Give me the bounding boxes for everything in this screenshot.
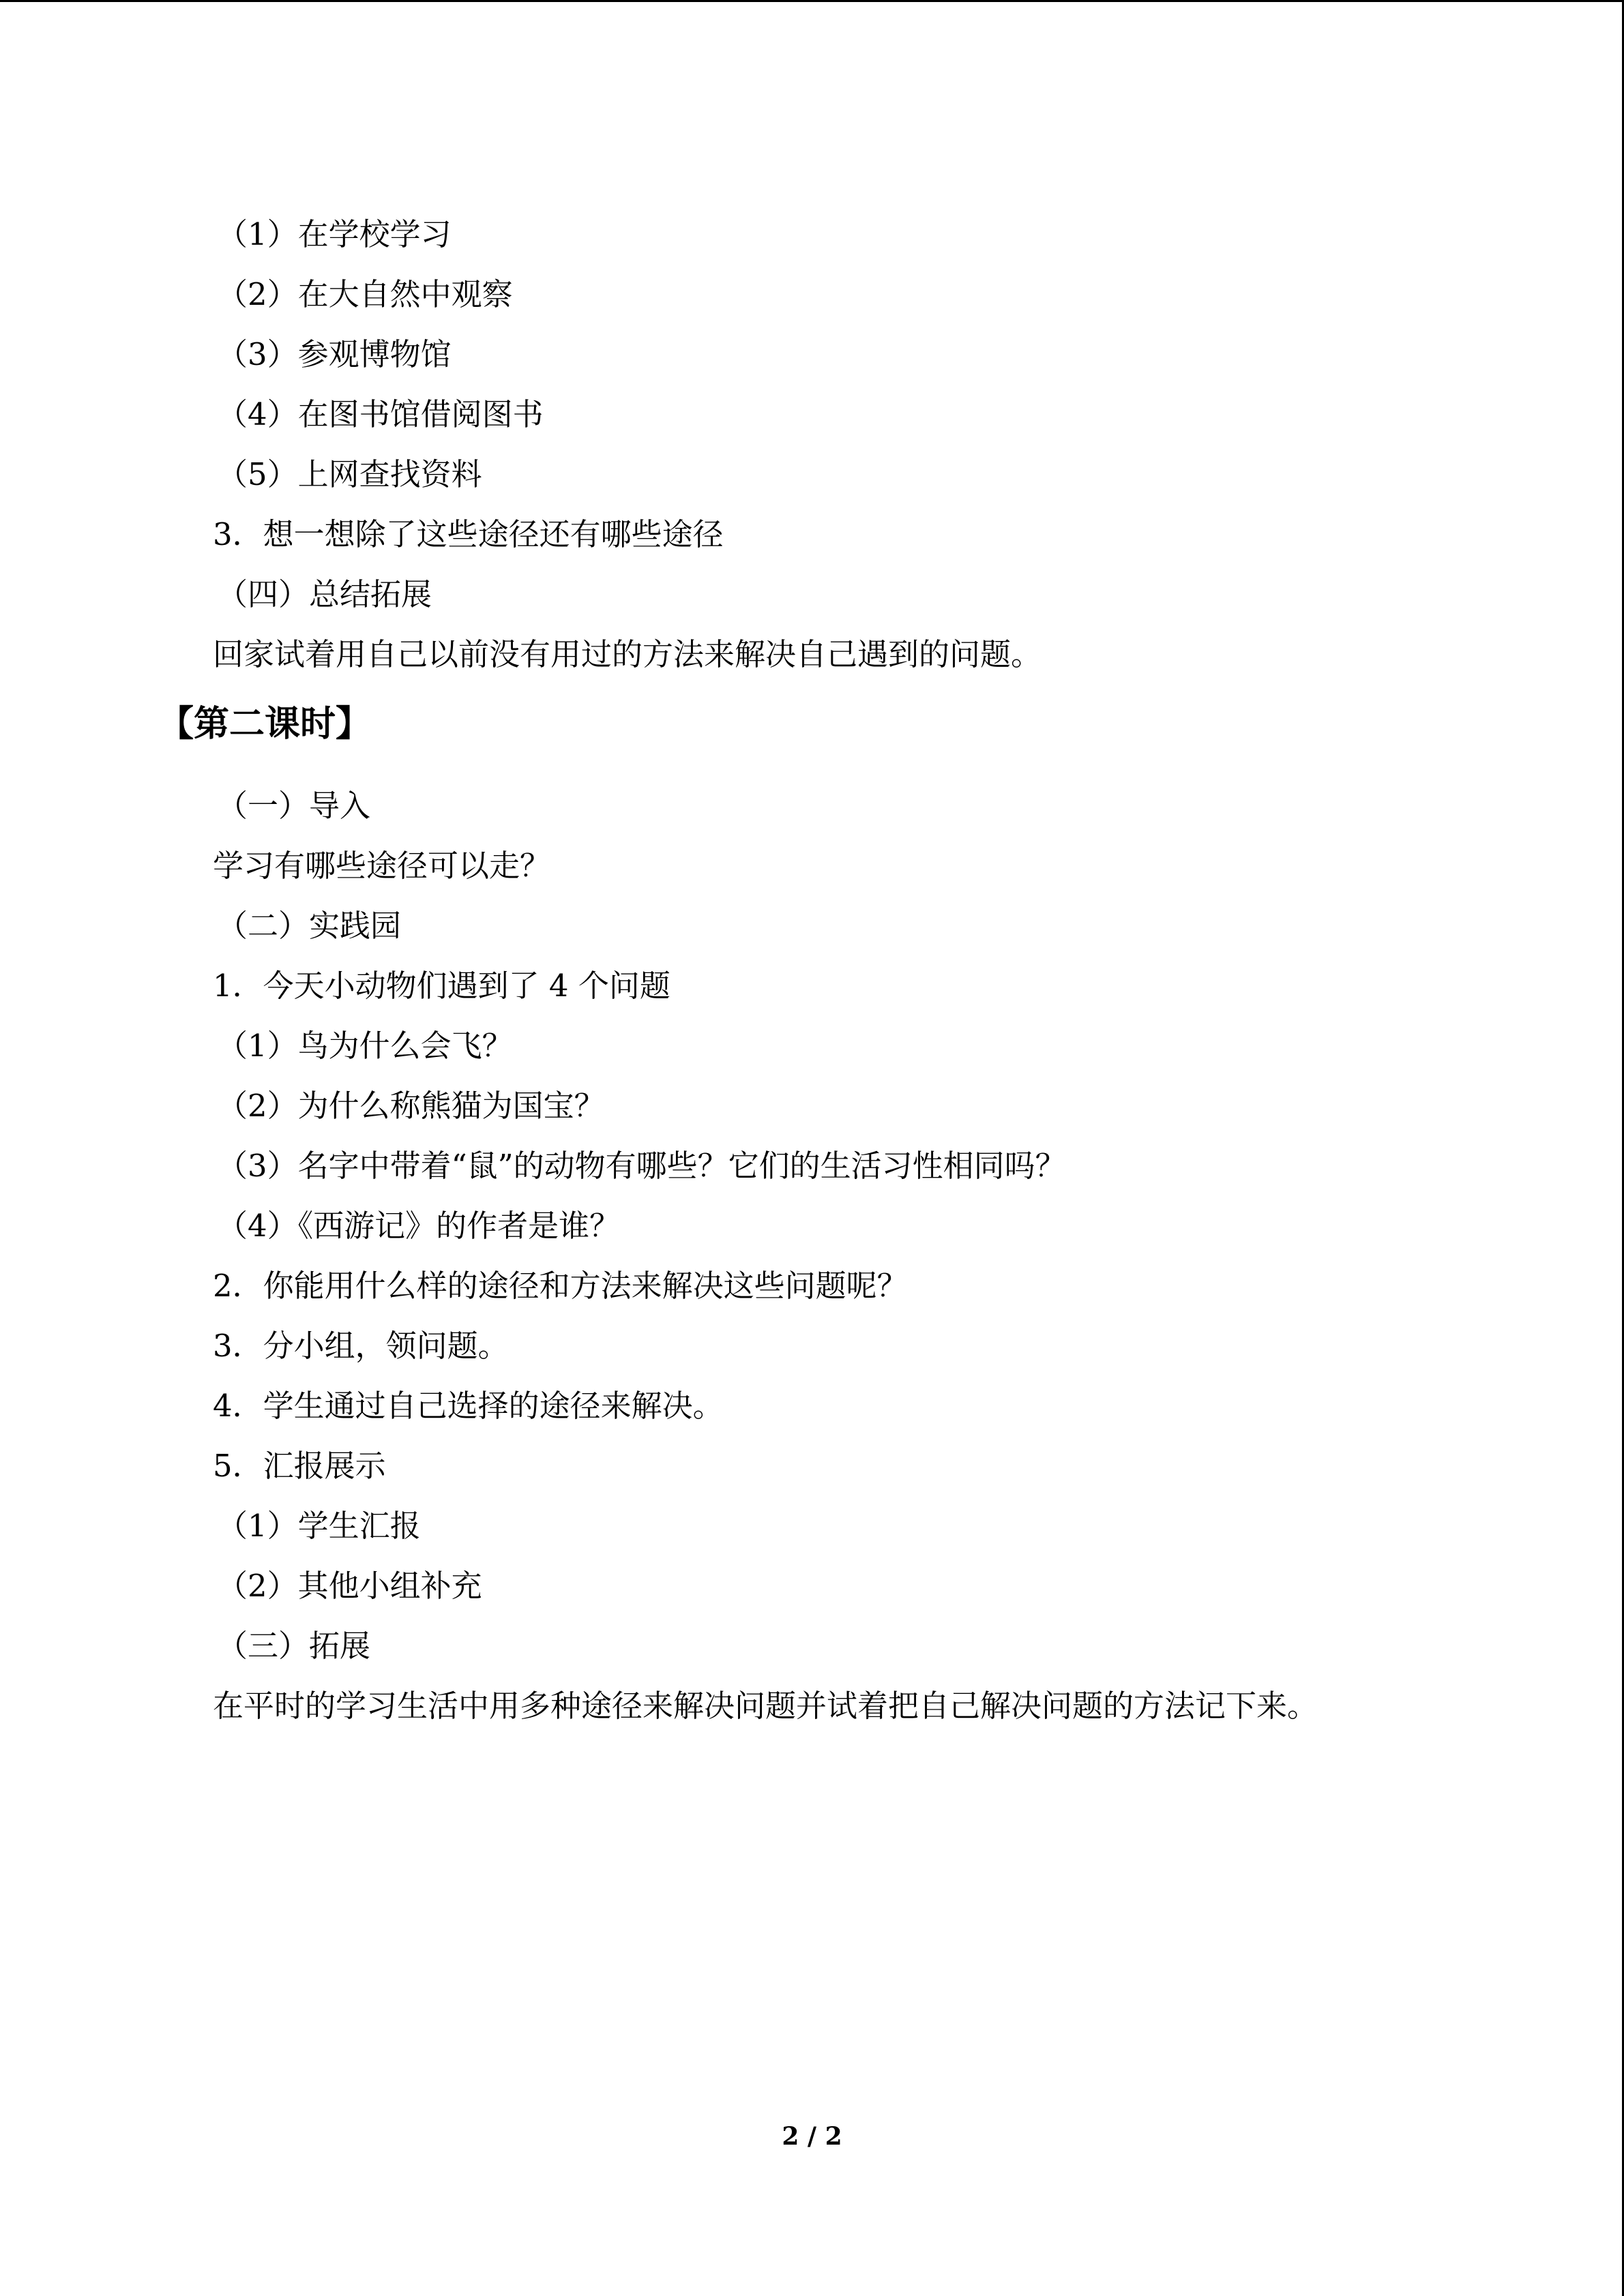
list-item: （2）为什么称熊猫为国宝？ xyxy=(217,1088,605,1124)
section-subheading: （一）导入 xyxy=(217,788,371,824)
section-subheading: （三）拓展 xyxy=(217,1628,371,1664)
numbered-item: 3．分小组，领问题。 xyxy=(213,1328,509,1364)
list-item: （5）上网查找资料 xyxy=(217,456,482,492)
list-item: （3）参观博物馆 xyxy=(217,336,452,372)
list-item: （4）《西游记》的作者是谁？ xyxy=(217,1208,621,1244)
numbered-item: 2．你能用什么样的途径和方法来解决这些问题呢？ xyxy=(213,1268,908,1304)
list-item: （2）其他小组补充 xyxy=(217,1568,482,1604)
section-heading: 【第二课时】 xyxy=(158,704,372,745)
paragraph: 在平时的学习生活中用多种途径来解决问题并试着把自己解决问题的方法记下来。 xyxy=(213,1688,1318,1724)
list-item: （1）鸟为什么会飞？ xyxy=(217,1028,513,1064)
numbered-item: 4．学生通过自己选择的途径来解决。 xyxy=(213,1388,724,1424)
list-item: （1）学生汇报 xyxy=(217,1508,421,1544)
paragraph: 回家试着用自己以前没有用过的方法来解决自己遇到的问题。 xyxy=(213,636,1042,672)
section-subheading: （二）实践园 xyxy=(217,908,402,944)
numbered-item: 1．今天小动物们遇到了 4 个问题 xyxy=(213,968,670,1004)
numbered-item: 5．汇报展示 xyxy=(213,1448,386,1484)
list-item: （2）在大自然中观察 xyxy=(217,276,513,312)
section-subheading: （四）总结拓展 xyxy=(217,576,432,612)
page-number: 2 / 2 xyxy=(782,2122,842,2151)
list-item: （4）在图书馆借阅图书 xyxy=(217,396,544,432)
paragraph: 学习有哪些途径可以走？ xyxy=(213,848,551,884)
list-item: （1）在学校学习 xyxy=(217,216,452,252)
numbered-item: 3．想一想除了这些途径还有哪些途径 xyxy=(213,516,724,552)
list-item: （3）名字中带着“鼠”的动物有哪些？它们的生活习性相同吗？ xyxy=(217,1148,1066,1184)
